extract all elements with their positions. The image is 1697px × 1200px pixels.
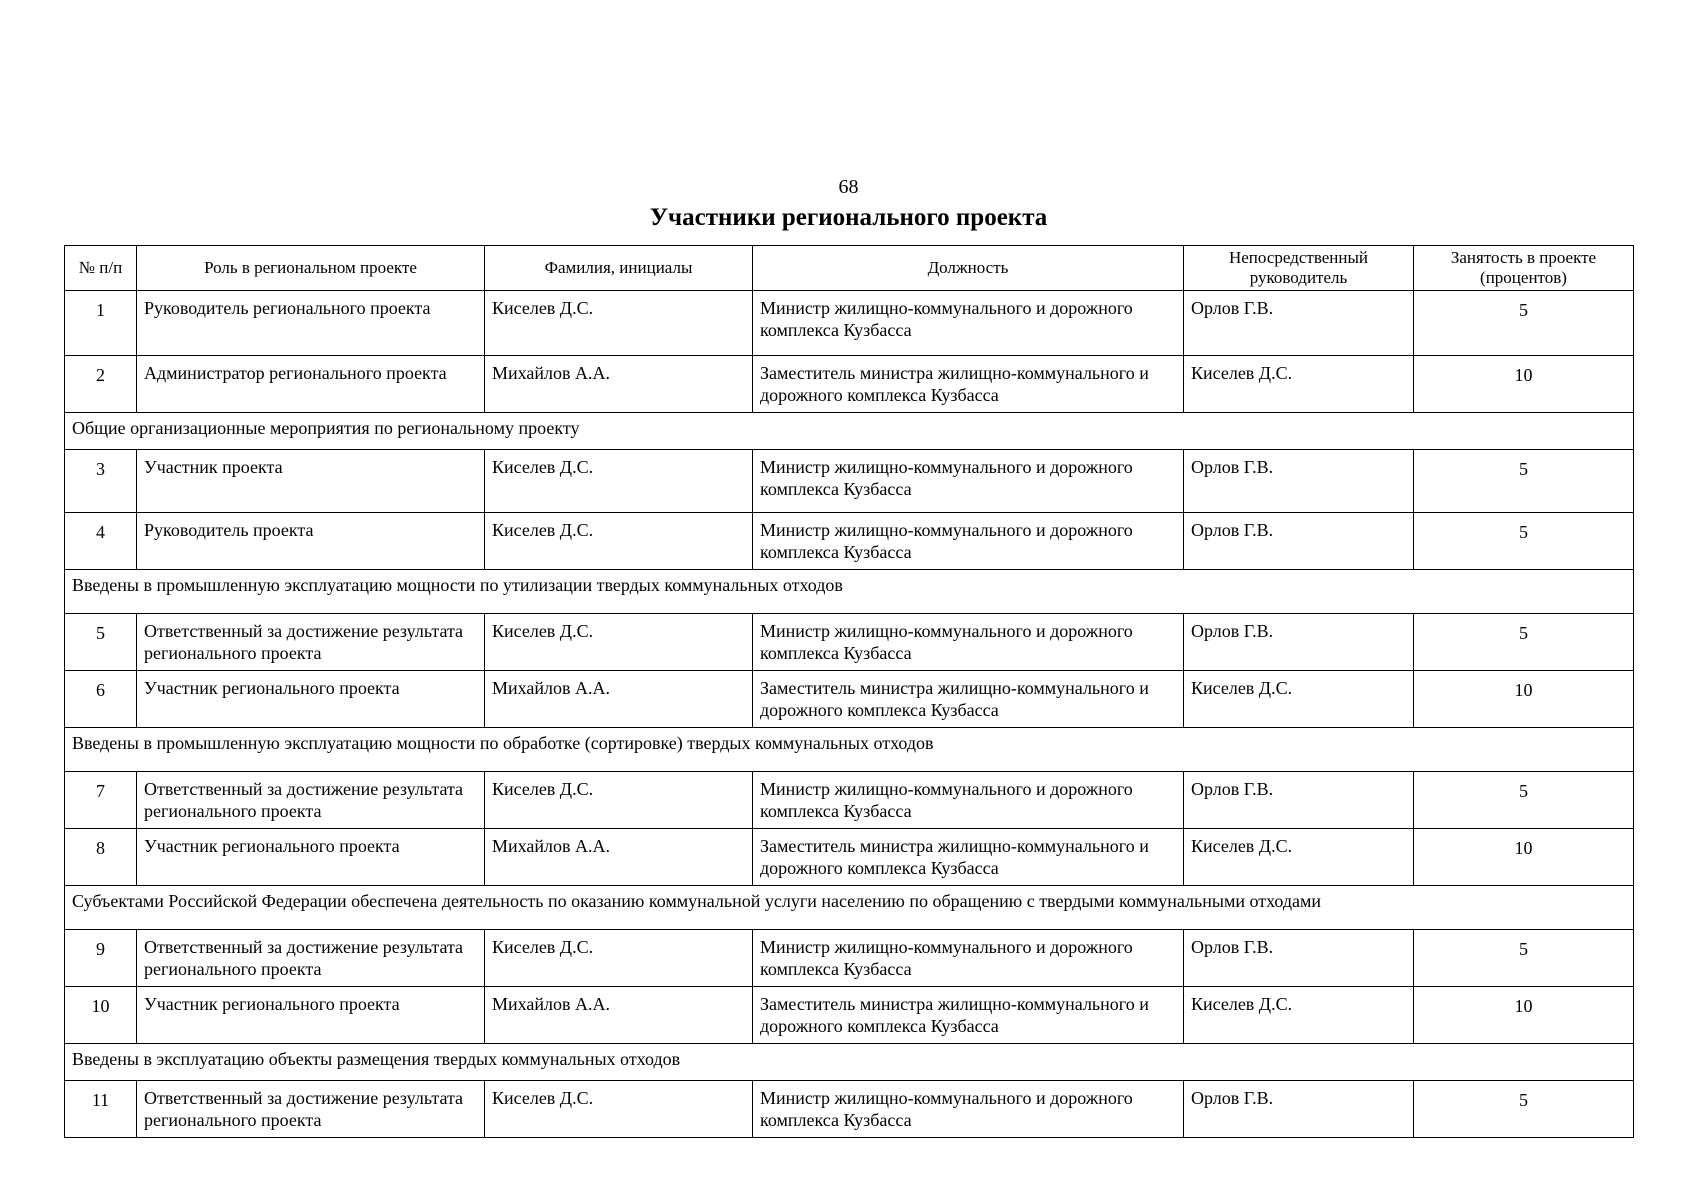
cell-position: Заместитель министра жилищно-коммунального и дорожного комплекса Кузбасса [753,829,1184,886]
cell-name: Михайлов А.А. [485,829,753,886]
section-row [65,570,1634,614]
section-title: Введены в промышленную эксплуатацию мощности по утилизации твердых коммунальных отходов [65,570,1634,614]
cell-position: Министр жилищно-коммунального и дорожного комплекса Кузбасса [753,772,1184,829]
section-row [65,413,1634,450]
table-row [65,513,1634,570]
table-row [65,291,1634,356]
cell-num: 9 [65,930,137,987]
header-cell-num: № п/п [65,246,137,291]
cell-employment: 5 [1414,1081,1634,1138]
cell-position: Министр жилищно-коммунального и дорожного комплекса Кузбасса [753,450,1184,513]
section-row [65,728,1634,772]
cell-position: Заместитель министра жилищно-коммунального и дорожного комплекса Кузбасса [753,356,1184,413]
cell-position: Министр жилищно-коммунального и дорожного комплекса Кузбасса [753,291,1184,356]
table-row [65,671,1634,728]
cell-employment: 5 [1414,291,1634,356]
header-cell-manager: Непосредственный руководитель [1184,246,1414,291]
table-body [65,291,1634,1138]
cell-employment: 5 [1414,450,1634,513]
cell-position: Министр жилищно-коммунального и дорожного комплекса Кузбасса [753,513,1184,570]
cell-manager: Орлов Г.В. [1184,930,1414,987]
cell-role: Участник регионального проекта [137,987,485,1044]
cell-name: Киселев Д.С. [485,513,753,570]
cell-name: Киселев Д.С. [485,772,753,829]
header-cell-name: Фамилия, инициалы [485,246,753,291]
cell-manager: Киселев Д.С. [1184,356,1414,413]
cell-num: 11 [65,1081,137,1138]
cell-manager: Орлов Г.В. [1184,450,1414,513]
cell-position: Заместитель министра жилищно-коммунального и дорожного комплекса Кузбасса [753,987,1184,1044]
section-row [65,1044,1634,1081]
cell-name: Киселев Д.С. [485,450,753,513]
cell-manager: Орлов Г.В. [1184,614,1414,671]
table-row [65,987,1634,1044]
cell-employment: 10 [1414,356,1634,413]
cell-employment: 5 [1414,930,1634,987]
cell-role: Ответственный за достижение результата регионального проекта [137,930,485,987]
cell-role: Участник регионального проекта [137,829,485,886]
cell-employment: 5 [1414,513,1634,570]
cell-role: Руководитель регионального проекта [137,291,485,356]
cell-name: Киселев Д.С. [485,930,753,987]
cell-employment: 5 [1414,614,1634,671]
header-cell-employment: Занятость в проекте (процентов) [1414,246,1634,291]
cell-manager: Орлов Г.В. [1184,513,1414,570]
cell-num: 1 [65,291,137,356]
table-row [65,614,1634,671]
header-cell-role: Роль в региональном проекте [137,246,485,291]
cell-num: 8 [65,829,137,886]
participants-table-wrapper [64,245,1633,1138]
cell-name: Киселев Д.С. [485,291,753,356]
section-title: Общие организационные мероприятия по региональному проекту [65,413,1634,450]
cell-role: Участник регионального проекта [137,671,485,728]
cell-manager: Орлов Г.В. [1184,1081,1414,1138]
page-title: Участники регионального проекта [649,204,1048,231]
cell-num: 3 [65,450,137,513]
cell-manager: Орлов Г.В. [1184,772,1414,829]
cell-role: Руководитель проекта [137,513,485,570]
table-row [65,930,1634,987]
cell-num: 6 [65,671,137,728]
cell-name: Киселев Д.С. [485,1081,753,1138]
cell-name: Михайлов А.А. [485,987,753,1044]
cell-name: Михайлов А.А. [485,671,753,728]
cell-role: Ответственный за достижение результата регионального проекта [137,1081,485,1138]
participants-table [64,245,1634,1138]
cell-num: 5 [65,614,137,671]
table-header-row [65,246,1634,291]
cell-role: Ответственный за достижение результата регионального проекта [137,614,485,671]
cell-role: Участник проекта [137,450,485,513]
cell-name: Киселев Д.С. [485,614,753,671]
cell-manager: Орлов Г.В. [1184,291,1414,356]
cell-manager: Киселев Д.С. [1184,671,1414,728]
cell-employment: 10 [1414,829,1634,886]
cell-position: Министр жилищно-коммунального и дорожного комплекса Кузбасса [753,930,1184,987]
cell-role: Администратор регионального проекта [137,356,485,413]
header-cell-position: Должность [753,246,1184,291]
cell-name: Михайлов А.А. [485,356,753,413]
cell-num: 10 [65,987,137,1044]
page-number: 68 [838,176,859,198]
section-title: Введены в эксплуатацию объекты размещения твердых коммунальных отходов [65,1044,1634,1081]
cell-employment: 5 [1414,772,1634,829]
cell-position: Министр жилищно-коммунального и дорожного комплекса Кузбасса [753,614,1184,671]
cell-position: Министр жилищно-коммунального и дорожного комплекса Кузбасса [753,1081,1184,1138]
table-row [65,1081,1634,1138]
cell-employment: 10 [1414,671,1634,728]
section-title: Субъектами Российской Федерации обеспечена деятельность по оказанию коммунальной услуги населению по обращению с твердыми коммунальными отходами [65,886,1634,930]
cell-num: 2 [65,356,137,413]
cell-role: Ответственный за достижение результата регионального проекта [137,772,485,829]
section-row [65,886,1634,930]
cell-manager: Киселев Д.С. [1184,829,1414,886]
table-row [65,450,1634,513]
cell-employment: 10 [1414,987,1634,1044]
cell-manager: Киселев Д.С. [1184,987,1414,1044]
cell-num: 7 [65,772,137,829]
cell-num: 4 [65,513,137,570]
cell-position: Заместитель министра жилищно-коммунального и дорожного комплекса Кузбасса [753,671,1184,728]
table-row [65,772,1634,829]
section-title: Введены в промышленную эксплуатацию мощности по обработке (сортировке) твердых коммунальных отходов [65,728,1634,772]
table-row [65,829,1634,886]
table-row [65,356,1634,413]
